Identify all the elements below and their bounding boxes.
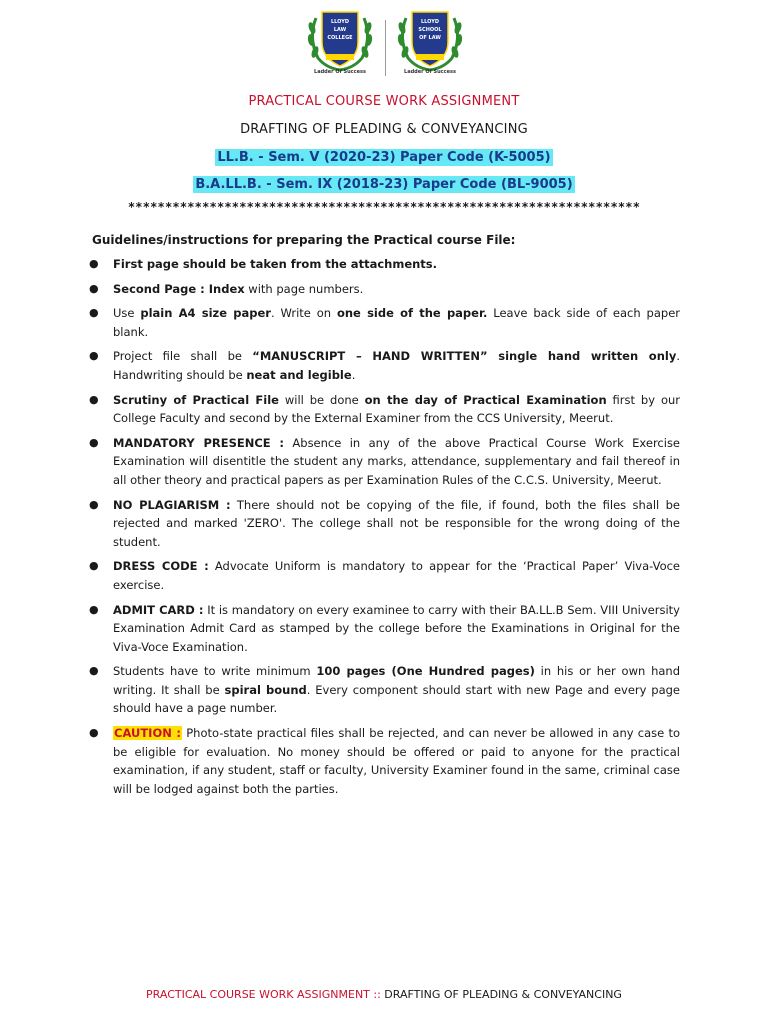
guideline-item-manuscript: ● Project file shall be “MANUSCRIPT – HAND WRITTEN” single hand written only. Handwriting should be neat and legible. (89, 349, 680, 382)
guideline-item-admit-card: ● ADMIT CARD : It is mandatory on every examinee to carry with their BA.LL.B Sem. VIII University Examination Admit Card as stamped by the college before the Examinations in Original for the Viva-Voce Examination. (89, 602, 680, 654)
right-logo-tagline: Ladder Of Success (404, 69, 456, 75)
separator-stars: ********************************************************************* (127, 200, 641, 214)
guideline-item-minimum-pages: ● Students have to write minimum 100 pages (One Hundred pages) in his or her own hand writing. It shall be spiral bound. Every component should start with new Page and every page should have a page number. (89, 664, 680, 716)
guideline-item-no-plagiarism: ● NO PLAGIARISM : There should not be copying of the file, if found, both the files shall be rejected and marked 'ZERO'. The college shall not be responsible for the wrong doing of the student. (89, 497, 680, 549)
guideline-item-scrutiny: ● Scrutiny of Practical File will be done on the day of Practical Examination first by our College Faculty and second by the External Examiner from the CCS University, Meerut. (89, 392, 681, 426)
svg-text:LAW: LAW (333, 27, 347, 33)
bullet-icon: ● (89, 602, 99, 616)
left-logo-tagline: Ladder Of Success (314, 69, 366, 75)
footer-title: PRACTICAL COURSE WORK ASSIGNMENT :: (146, 988, 381, 1001)
course-llb-line (0, 150, 768, 165)
bullet-icon: ● (89, 392, 99, 406)
logo-area (0, 8, 768, 80)
bullet-icon: ● (89, 497, 99, 511)
bullet-icon: ● (89, 435, 99, 449)
bullet-icon: ● (89, 349, 99, 363)
guideline-item-caution: ● CAUTION : Photo-state practical files shall be rejected, and can never be allowed in any case to be eligible for evaluation. No money should be offered or paid to anyone for the practical examination, if any student, staff or faculty, University Examiner found in the same, criminal case will be lodged against both the parties. (89, 726, 680, 796)
bullet-icon: ● (89, 559, 99, 573)
guidelines-list (84, 255, 680, 804)
document-subject: DRAFTING OF PLEADING & CONVEYANCING (240, 122, 528, 137)
bullet-icon: ● (89, 306, 99, 320)
bullet-icon: ● (89, 664, 99, 678)
footer-subject: DRAFTING OF PLEADING & CONVEYANCING (380, 988, 622, 1001)
guideline-item-mandatory-presence: ● MANDATORY PRESENCE : Absence in any of the above Practical Course Work Exercise Examination will disentitle the student any marks, attendance, supplementary and fail thereof in all other theory and practical papers as per Examination Rules of the C.C.S. University, Meerut. (89, 435, 681, 487)
svg-text:OF LAW: OF LAW (419, 35, 441, 41)
guideline-item-first-page: ● First page should be taken from the attachments. (84, 255, 680, 274)
logo-divider (385, 20, 386, 76)
course-ballb-text: B.A.LL.B. - Sem. IX (2018-23) Paper Code (BL-9005) (195, 177, 573, 192)
bullet-icon: ● (89, 726, 99, 740)
guideline-item-paper: ● Use plain A4 size paper. Write on one side of the paper. Leave back side of each paper blank. (89, 306, 680, 339)
guideline-item-second-page: ● Second Page : Index with page numbers. (84, 280, 680, 299)
guidelines-heading: Guidelines/instructions for preparing the Practical course File: (92, 233, 516, 247)
svg-text:SCHOOL: SCHOOL (418, 27, 442, 33)
caution-label: CAUTION : (114, 726, 182, 741)
page-footer (0, 988, 768, 1001)
svg-text:LLOYD: LLOYD (420, 19, 440, 25)
bullet-icon: ● (89, 281, 99, 295)
guideline-item-dress-code: ● DRESS CODE : Advocate Uniform is mandatory to appear for the ‘Practical Paper’ Viva-Voce exercise. (89, 559, 680, 592)
course-llb-text: LL.B. - Sem. V (2020-23) Paper Code (K-5005) (217, 150, 551, 165)
document-title: PRACTICAL COURSE WORK ASSIGNMENT (248, 94, 520, 109)
svg-text:COLLEGE: COLLEGE (327, 35, 353, 41)
svg-text:LLOYD: LLOYD (330, 19, 350, 25)
course-ballb-line (0, 177, 768, 192)
bullet-icon: ● (89, 257, 99, 270)
